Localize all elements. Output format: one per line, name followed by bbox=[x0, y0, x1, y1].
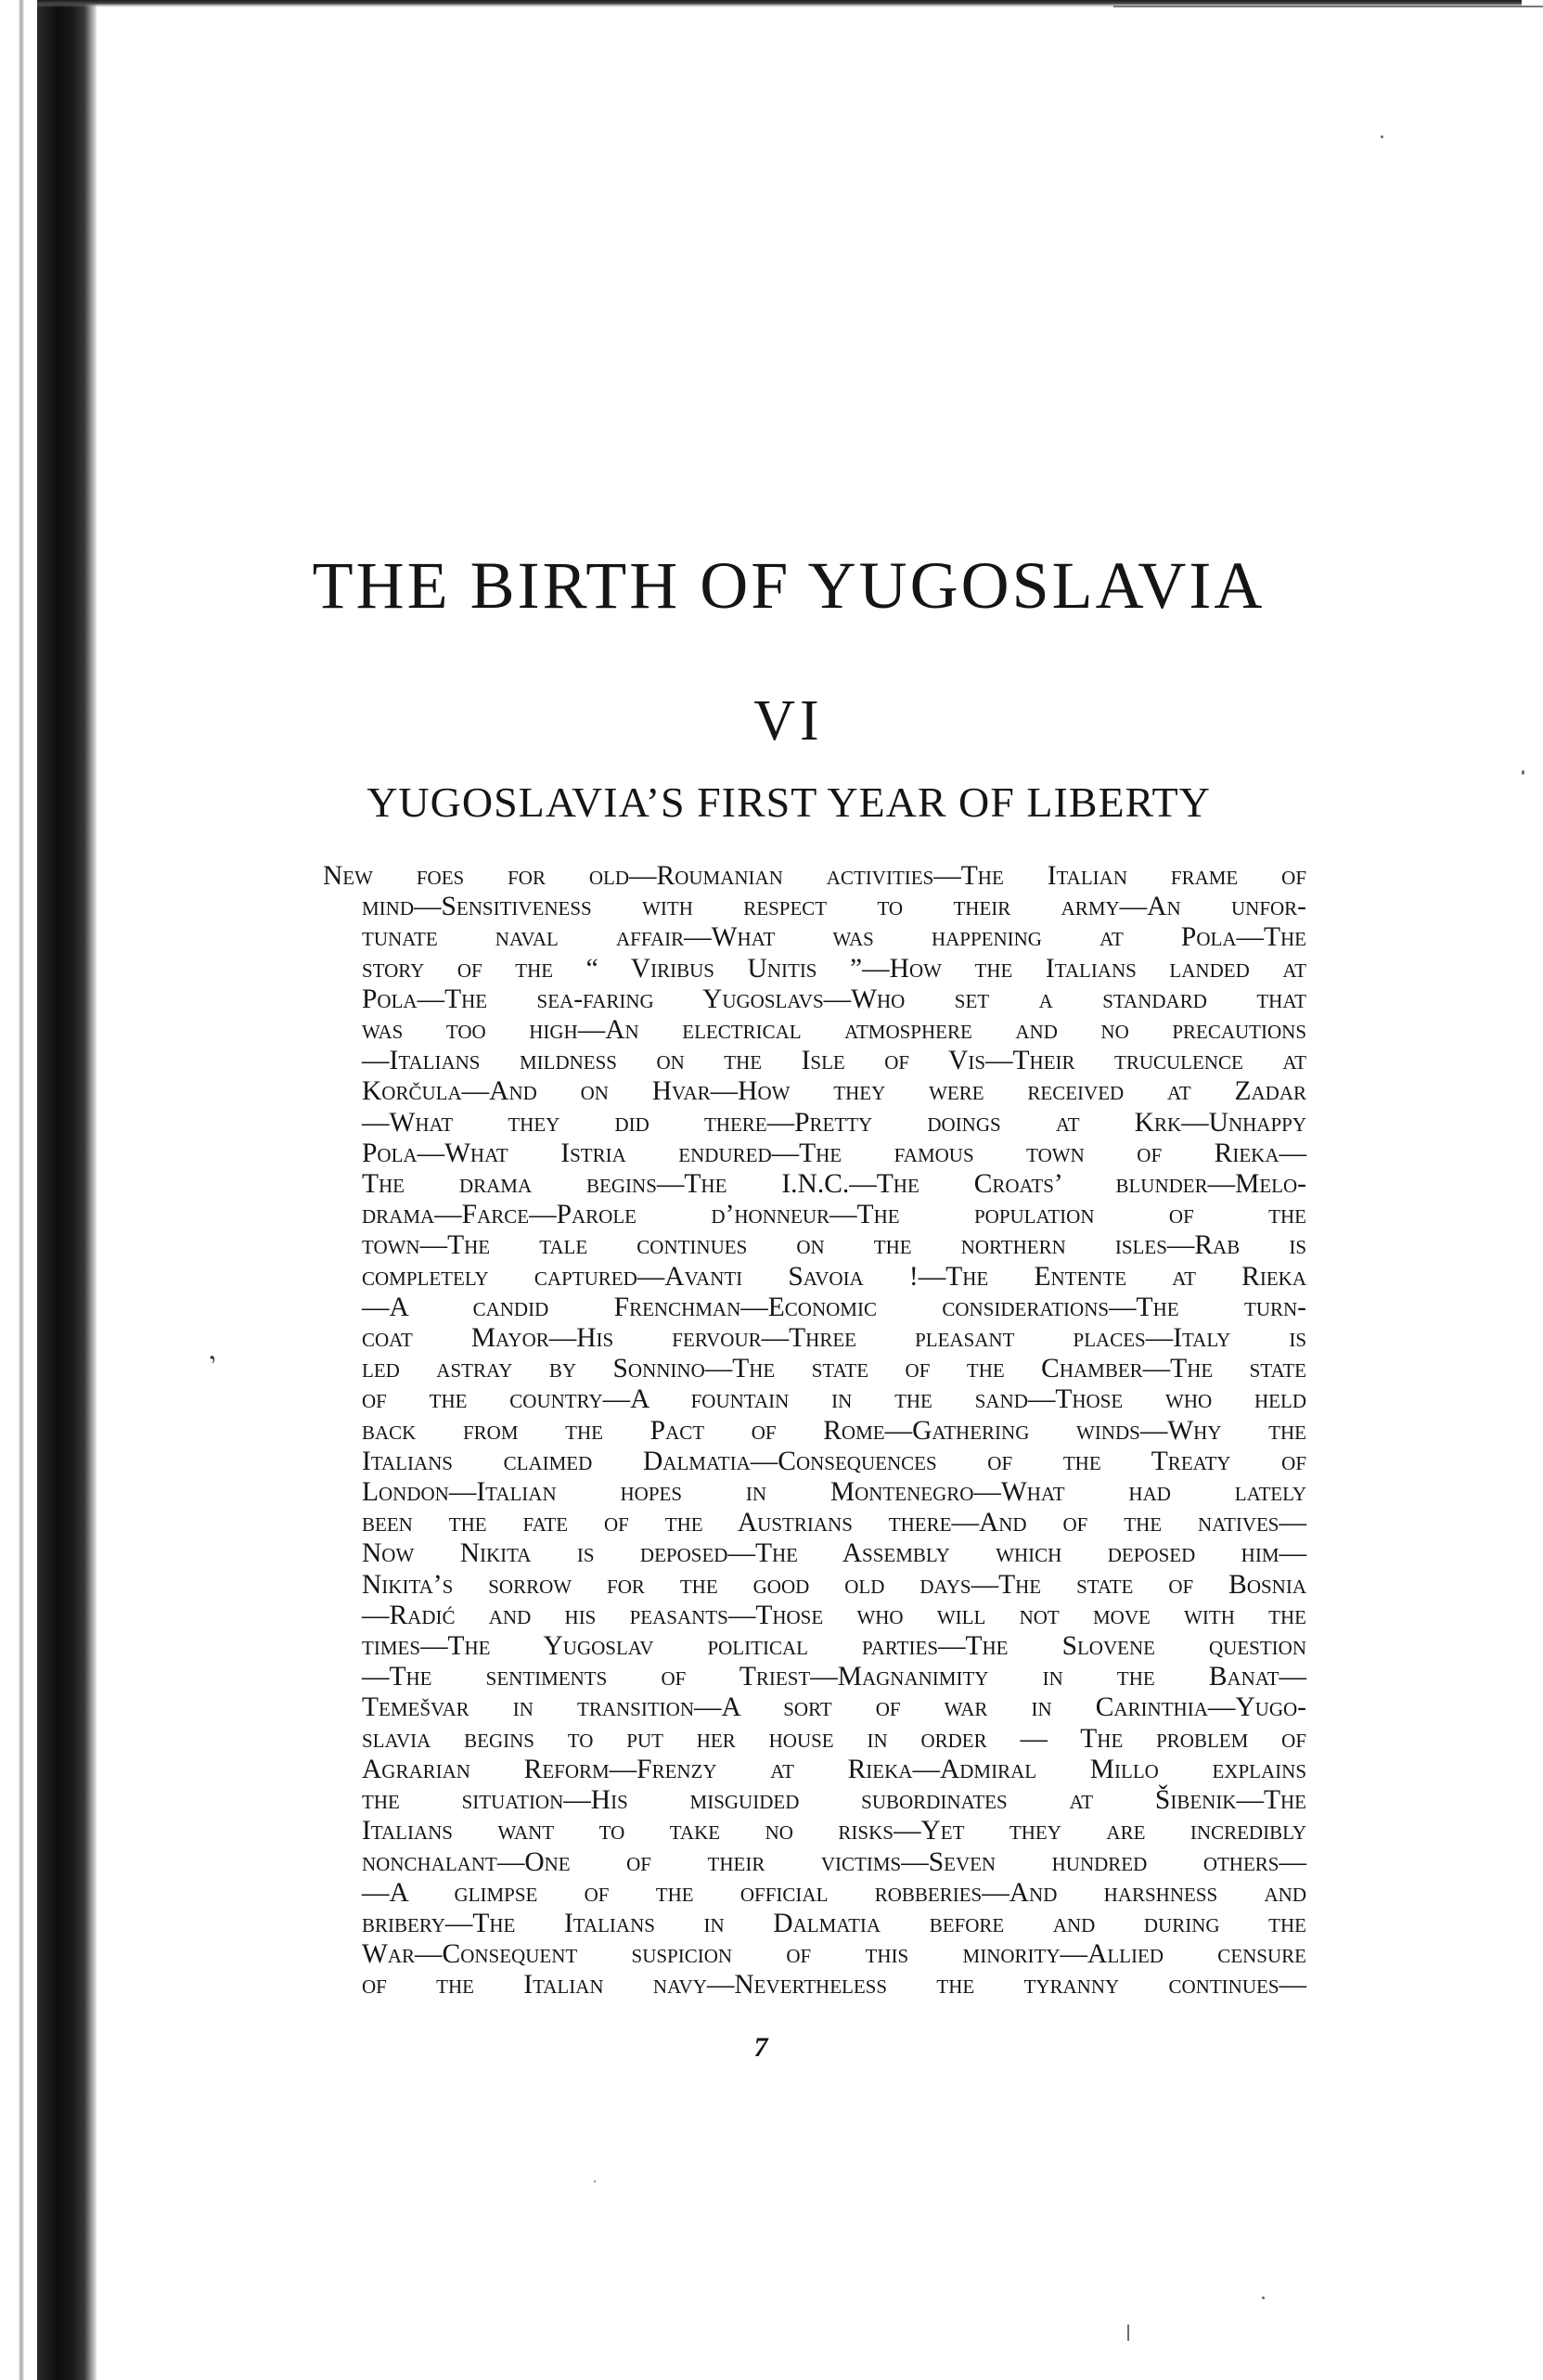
synopsis-line: tunate naval affair—What was happening at Pola—The bbox=[362, 922, 1306, 953]
synopsis-line: —Radić and his peasants—Those who will not move with the bbox=[362, 1600, 1306, 1630]
scan-speck bbox=[1381, 135, 1383, 138]
synopsis-line: coat Mayor—His fervour—Three pleasant places—Italy is bbox=[362, 1323, 1306, 1354]
synopsis-line: London—Italian hopes in Montenegro—What had lately bbox=[362, 1477, 1306, 1508]
synopsis-line: Nikita’s sorrow for the good old days—The state of Bosnia bbox=[362, 1569, 1306, 1600]
synopsis-line: Pola—What Istria endured—The famous town of Rieka— bbox=[362, 1138, 1306, 1168]
synopsis-line: Italians want to take no risks—Yet they are incredibly bbox=[362, 1816, 1306, 1846]
scan-speck bbox=[1522, 770, 1524, 775]
synopsis-line: town—The tale continues on the northern isles—Rab is bbox=[362, 1230, 1306, 1261]
synopsis-line: Agrarian Reform—Frenzy at Rieka—Admiral Millo explains bbox=[362, 1754, 1306, 1784]
synopsis-line: Italians claimed Dalmatia—Consequences of the Treaty of bbox=[362, 1446, 1306, 1476]
synopsis-line: —What they did there—Pretty doings at Krk—Unhappy bbox=[362, 1107, 1306, 1138]
synopsis-line: of the country—A fountain in the sand—Those who held bbox=[362, 1384, 1306, 1415]
chapter-synopsis bbox=[323, 861, 1306, 2001]
synopsis-line: bribery—The Italians in Dalmatia before and during the bbox=[362, 1908, 1306, 1938]
pencil-mark-icon: ʼ bbox=[204, 1348, 228, 1381]
synopsis-line: the situation—His misguided subordinates at Šibenik—The bbox=[362, 1785, 1306, 1816]
scan-shadow bbox=[19, 0, 24, 2380]
chapter-title: YUGOSLAVIA’S FIRST YEAR OF LIBERTY bbox=[366, 778, 1211, 826]
scan-speck bbox=[594, 2181, 596, 2182]
synopsis-line: story of the “ Viribus Unitis ”—How the Italians landed at bbox=[362, 953, 1306, 984]
chapter-number: VI bbox=[753, 689, 824, 753]
scan-speck bbox=[1127, 2324, 1129, 2341]
synopsis-line: Now Nikita is deposed—The Assembly which deposed him— bbox=[362, 1538, 1306, 1569]
synopsis-line: War—Consequent suspicion of this minority—Allied censure bbox=[362, 1939, 1306, 1970]
synopsis-line: was too high—An electrical atmosphere and no precautions bbox=[362, 1015, 1306, 1046]
synopsis-line: times—The Yugoslav political parties—The Slovene question bbox=[362, 1631, 1306, 1662]
synopsis-line: Temešvar in transition—A sort of war in Carinthia—Yugo- bbox=[362, 1692, 1306, 1723]
synopsis-line: mind—Sensitiveness with respect to their army—An unfor- bbox=[362, 892, 1306, 922]
synopsis-line: —A glimpse of the official robberies—And harshness and bbox=[362, 1877, 1306, 1908]
synopsis-line: been the fate of the Austrians there—And of the natives— bbox=[362, 1508, 1306, 1538]
scan-speck bbox=[1262, 2296, 1265, 2299]
synopsis-line: completely captured—Avanti Savoia !—The Entente at Rieka bbox=[362, 1261, 1306, 1292]
synopsis-line: Pola—The sea-faring Yugoslavs—Who set a standard that bbox=[362, 984, 1306, 1014]
book-title: THE BIRTH OF YUGOSLAVIA bbox=[312, 548, 1266, 623]
synopsis-line: The drama begins—The I.N.C.—The Croats’ blunder—Melo- bbox=[362, 1169, 1306, 1200]
synopsis-line: drama—Farce—Parole d’honneur—The population of the bbox=[362, 1200, 1306, 1230]
synopsis-line: —Italians mildness on the Isle of Vis—Their truculence at bbox=[362, 1046, 1306, 1076]
synopsis-line: led astray by Sonnino—The state of the Chamber—The state bbox=[362, 1354, 1306, 1384]
synopsis-line: of the Italian navy—Nevertheless the tyranny continues— bbox=[362, 1970, 1306, 2000]
synopsis-line: —A candid Frenchman—Economic considerations—The turn- bbox=[362, 1292, 1306, 1322]
synopsis-line: back from the Pact of Rome—Gathering winds—Why the bbox=[362, 1415, 1306, 1446]
synopsis-line: nonchalant—One of their victims—Seven hundred others— bbox=[362, 1846, 1306, 1877]
top-edge-line bbox=[1113, 6, 1543, 7]
synopsis-line: New foes for old—Roumanian activities—The Italian frame of bbox=[323, 861, 1306, 891]
page-number: 7 bbox=[753, 2032, 768, 2063]
synopsis-line: —The sentiments of Triest—Magnanimity in the Banat— bbox=[362, 1662, 1306, 1692]
synopsis-line: Korčula—And on Hvar—How they were received at Zadar bbox=[362, 1076, 1306, 1107]
binding-edge bbox=[37, 0, 96, 2380]
synopsis-line: slavia begins to put her house in order — The problem of bbox=[362, 1723, 1306, 1754]
